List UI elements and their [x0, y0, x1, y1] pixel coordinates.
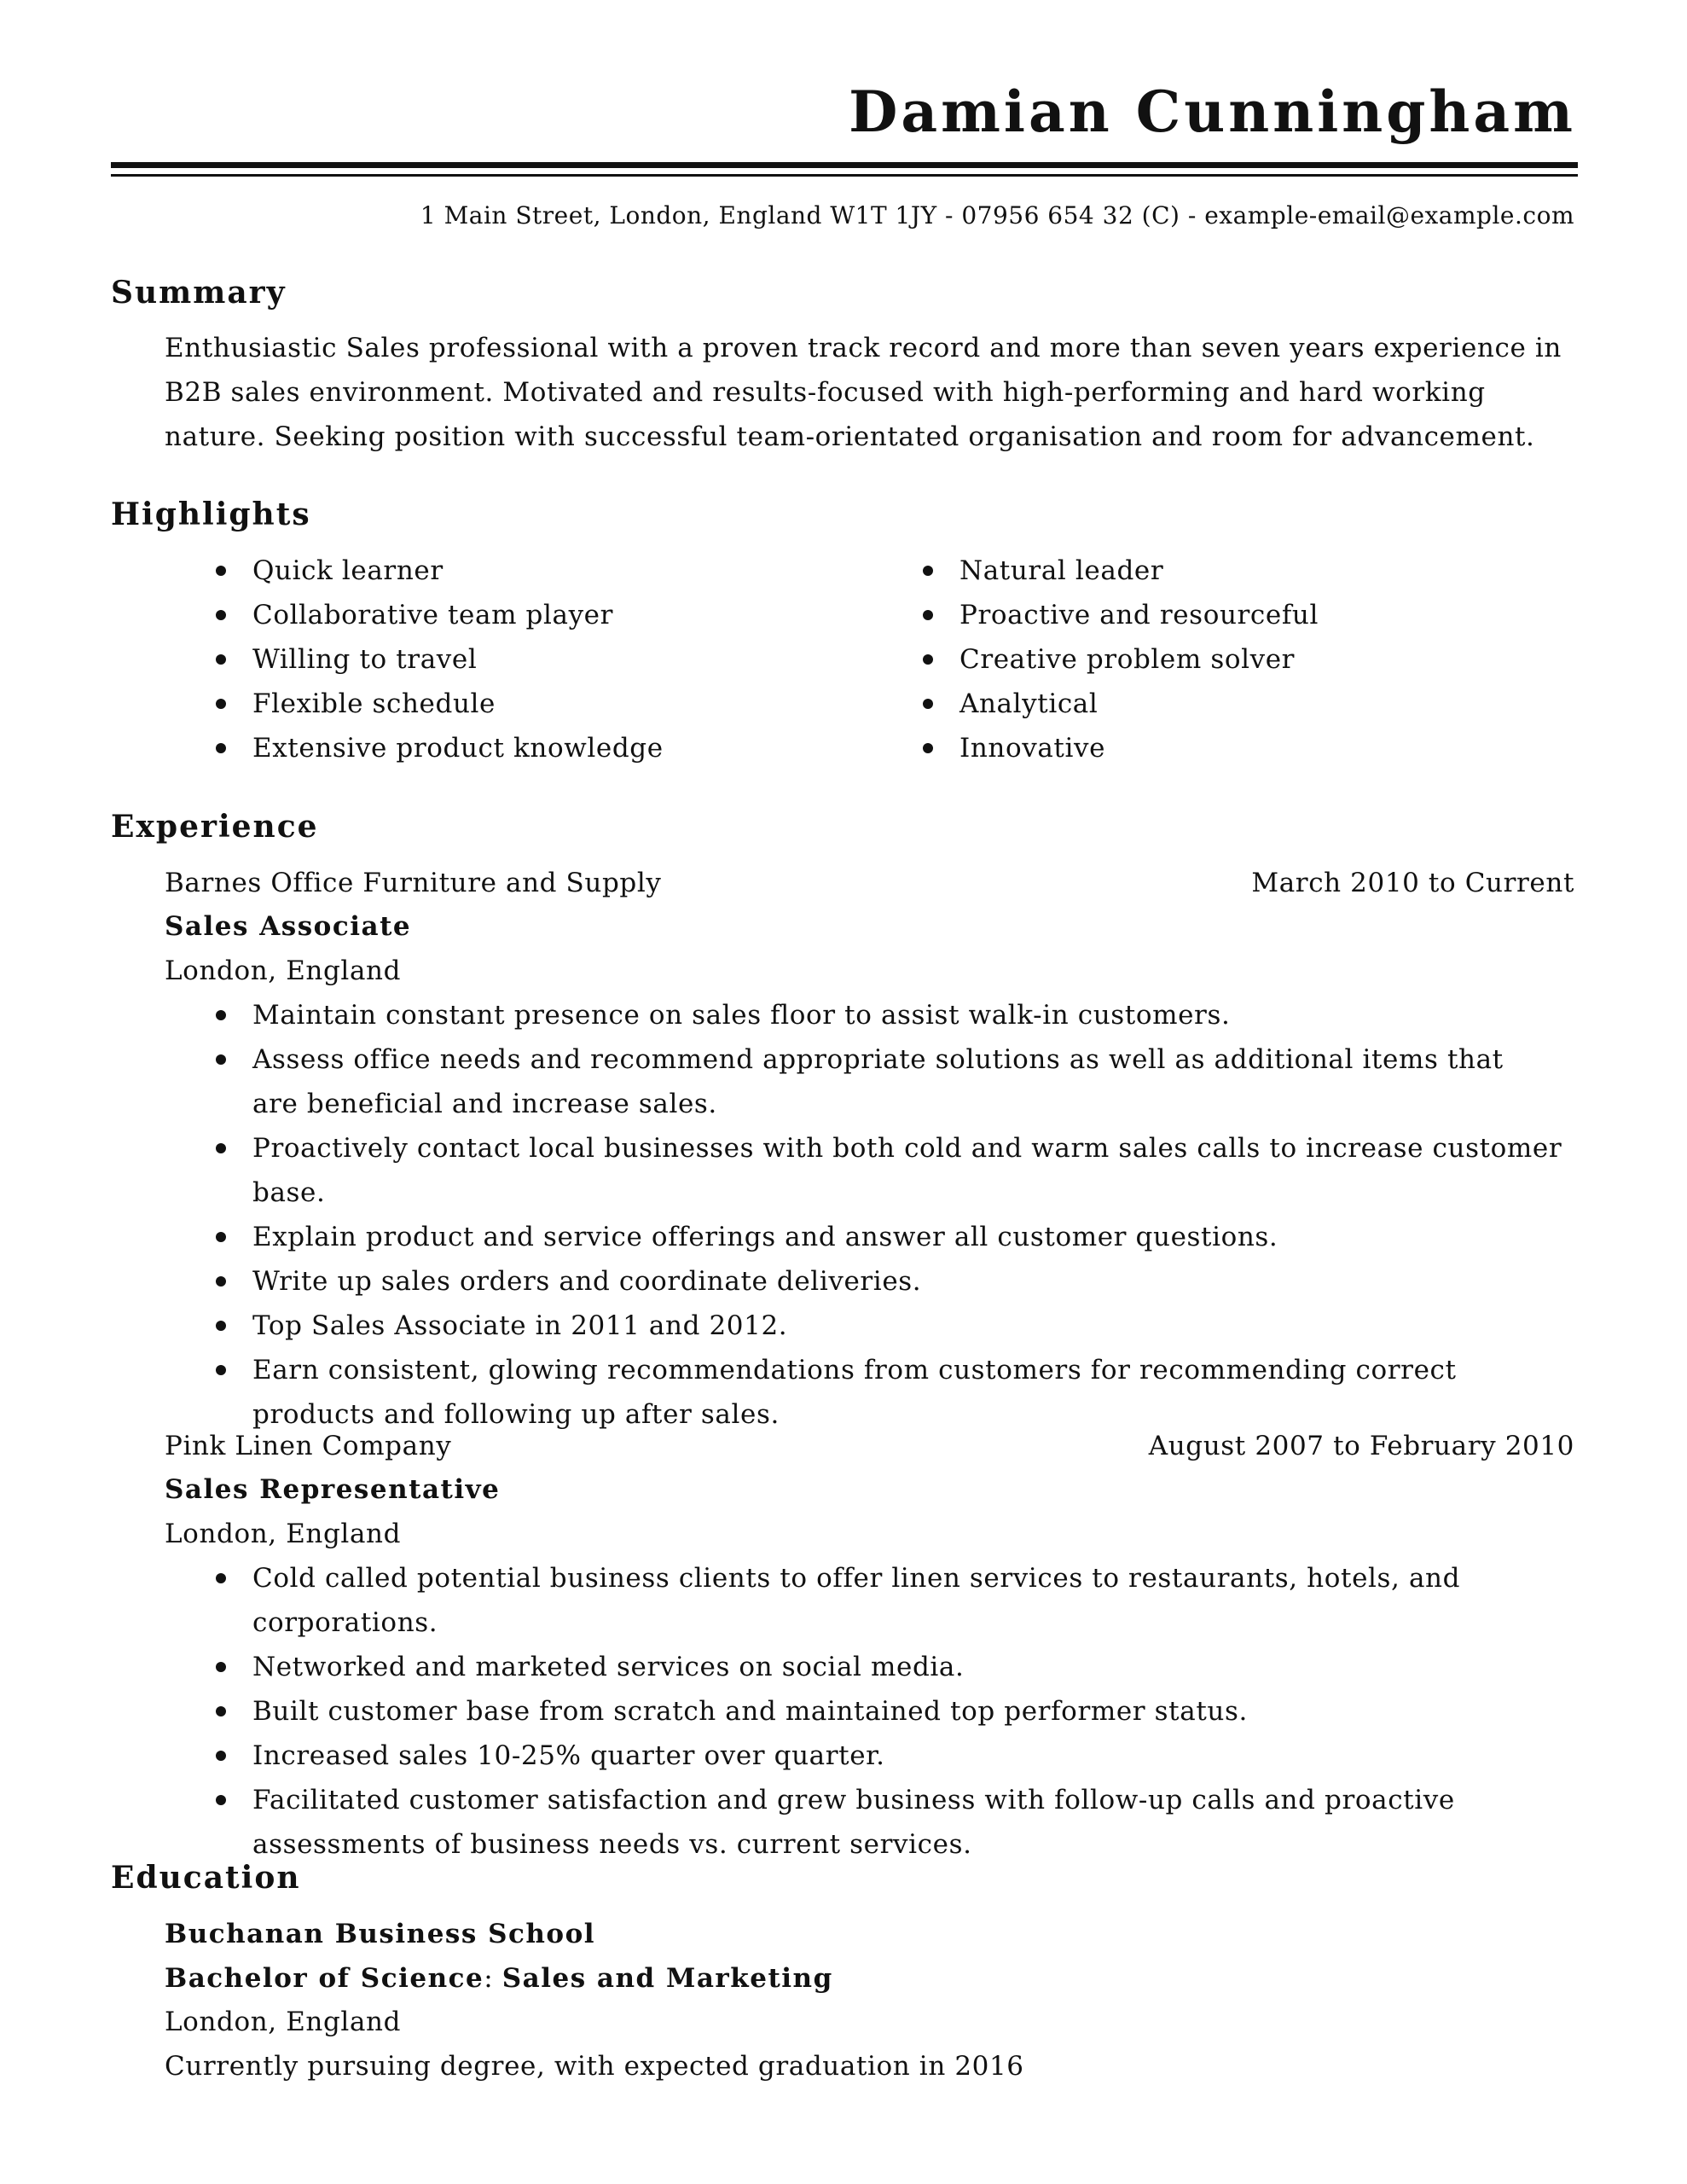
job-dates: March 2010 to Current [1251, 868, 1574, 898]
experience-heading: Experience [111, 809, 319, 845]
summary-text: Enthusiastic Sales professional with a proven track record and more than seven years experience in B2B sales environment. Motivated and results-focused with high-performing and hard working nature. Seeking position with successful team-orientated organisation and room for advancement. [165, 333, 1562, 452]
degree-line [165, 1956, 833, 2001]
summary-heading: Summary [111, 275, 287, 311]
highlights-list-left [165, 549, 813, 770]
list-item: Proactive and resourceful [872, 593, 1520, 637]
education-location: London, England [165, 2007, 402, 2037]
list-item: Increased sales 10-25% quarter over quarter. [165, 1734, 1580, 1778]
list-item: Natural leader [872, 549, 1520, 593]
list-item: Quick learner [165, 549, 813, 593]
degree-separator: : [484, 1963, 502, 1994]
list-item: Maintain constant presence on sales floor to assist walk-in customers. [165, 993, 1580, 1037]
job-location: London, England [165, 956, 402, 986]
school-name: Buchanan Business School [165, 1919, 596, 1949]
list-item: Collaborative team player [165, 593, 813, 637]
job-location: London, England [165, 1519, 402, 1549]
list-item: Analytical [872, 682, 1520, 726]
list-item: Assess office needs and recommend appropriate solutions as well as additional items that are beneficial and increase sales. [165, 1037, 1580, 1126]
list-item: Creative problem solver [872, 637, 1520, 682]
highlights-list-right [872, 549, 1520, 770]
header-rule-thin [111, 174, 1578, 177]
list-item: Flexible schedule [165, 682, 813, 726]
list-item: Willing to travel [165, 637, 813, 682]
list-item: Networked and marketed services on social media. [165, 1645, 1580, 1689]
list-item: Top Sales Associate in 2011 and 2012. [165, 1304, 1580, 1348]
list-item: Built customer base from scratch and maintained top performer status. [165, 1689, 1580, 1734]
job-company: Pink Linen Company [165, 1431, 452, 1461]
list-item: Proactively contact local businesses with both cold and warm sales calls to increase customer base. [165, 1126, 1580, 1215]
highlights-heading: Highlights [111, 497, 311, 532]
header-rule-thick [111, 162, 1578, 168]
list-item: Facilitated customer satisfaction and grew business with follow-up calls and proactive assessments of business needs vs. current services. [165, 1778, 1580, 1867]
list-item: Innovative [872, 726, 1520, 770]
list-item: Earn consistent, glowing recommendations from customers for recommending correct products and following up after sales. [165, 1348, 1580, 1437]
list-item: Cold called potential business clients to offer linen services to restaurants, hotels, and corporations. [165, 1556, 1580, 1645]
list-item: Extensive product knowledge [165, 726, 813, 770]
list-item: Explain product and service offerings and answer all customer questions. [165, 1215, 1580, 1259]
education-heading: Education [111, 1860, 301, 1896]
job-bullets [165, 1556, 1580, 1867]
education-note: Currently pursuing degree, with expected graduation in 2016 [165, 2051, 1024, 2082]
list-item: Write up sales orders and coordinate deliveries. [165, 1259, 1580, 1304]
job-bullets [165, 993, 1580, 1437]
job-company: Barnes Office Furniture and Supply [165, 868, 662, 898]
degree-field: Sales and Marketing [501, 1963, 833, 1994]
candidate-name: Damian Cunningham [849, 78, 1576, 145]
degree-name: Bachelor of Science [165, 1963, 484, 1994]
contact-line: 1 Main Street, London, England W1T 1JY - 07956 654 32 (C) - example-email@example.com [420, 201, 1574, 229]
job-role: Sales Associate [165, 911, 412, 942]
job-dates: August 2007 to February 2010 [1148, 1431, 1574, 1461]
job-role: Sales Representative [165, 1474, 501, 1505]
